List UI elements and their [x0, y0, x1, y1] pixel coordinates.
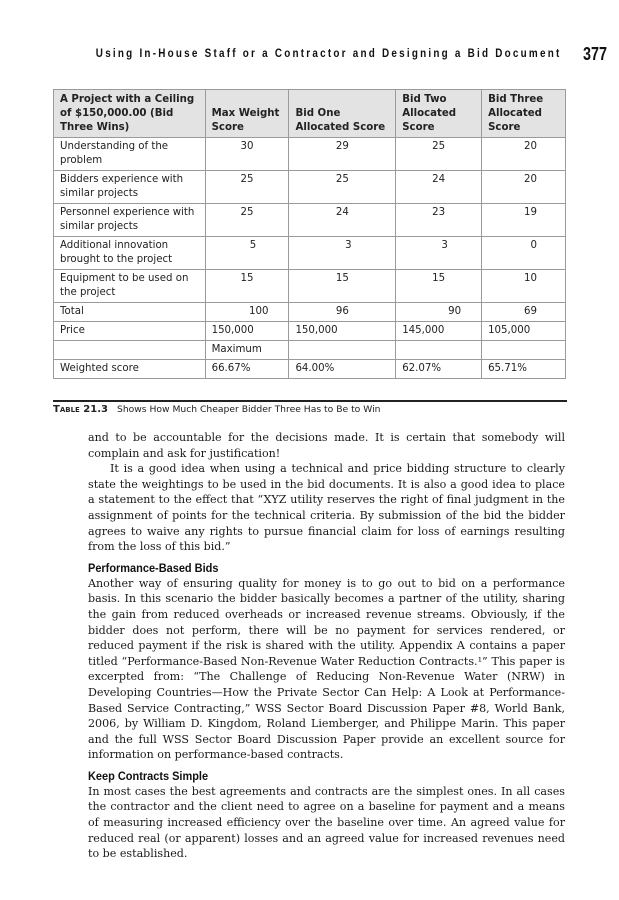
cell: 100 [205, 303, 289, 322]
table-caption [53, 404, 380, 415]
page-number: 377 [582, 44, 607, 64]
cell: 29 [289, 138, 396, 171]
column-header-max-weight: Max Weight Score [205, 90, 289, 138]
cell: 23 [396, 204, 482, 237]
row-label: Understanding of the problem [54, 138, 206, 171]
cell: 0 [482, 237, 566, 270]
cell: 3 [289, 237, 396, 270]
cell: 5 [205, 237, 289, 270]
cell: 62.07% [396, 360, 482, 379]
cell: Maximum [205, 341, 289, 360]
paragraph: In most cases the best agreements and contracts are the simplest ones. In all cases the contractor and the client need to agree on a baseline for payment and a means of measuring increased efficiency over the baseline over time. An agreed value for reduced real (or apparent) losses and an agreed value for increased revenues need to be established. [88, 784, 565, 861]
cell: 10 [482, 270, 566, 303]
table-row [54, 237, 566, 270]
cell: 69 [482, 303, 566, 322]
bid-score-table [53, 89, 566, 379]
row-label: Equipment to be used on the project [54, 270, 206, 303]
table-row [54, 138, 566, 171]
cell: 65.71% [482, 360, 566, 379]
cell [289, 341, 396, 360]
cell: 150,000 [205, 322, 289, 341]
column-header-bid-three: Bid Three Allocated Score [482, 90, 566, 138]
table-row-maximum [54, 341, 566, 360]
running-title: Using In-House Staff or a Contractor and Designing a Bid Document [95, 48, 561, 60]
cell: 96 [289, 303, 396, 322]
paragraph: Another way of ensuring quality for money is to go out to bid on a performance basis. In this scenario the bidder basically becomes a partner of the utility, sharing the gain from reduced overheads or increased revenue streams. Obviously, if the bidder does not perform, there will be no payment for services rendered, or reduced payment if the risk is shared with the utility. Appendix A contains a paper titled “Performance-Based Non-Revenue Water Reduction Contracts.¹” This paper is excerpted from: “The Challenge of Reducing Non-Revenue Water (NRW) in Developing Countries—How the Private Sector Can Help: A Look at Performance-Based Service Contracting,” WSS Sector Board Discussion Paper #8, World Bank, 2006, by William D. Kingdom, Roland Liemberger, and Philippe Marin. This paper and the full WSS Sector Board Discussion Paper provide an excellent source for information on performance-based contracts. [88, 576, 565, 762]
table-row [54, 171, 566, 204]
table-row-price [54, 322, 566, 341]
cell: 150,000 [289, 322, 396, 341]
cell: 3 [396, 237, 482, 270]
cell: 20 [482, 138, 566, 171]
table-row [54, 204, 566, 237]
cell: 15 [289, 270, 396, 303]
paragraph: and to be accountable for the decisions made. It is certain that somebody will complain and ask for justification! [88, 431, 565, 460]
cell: 24 [396, 171, 482, 204]
paragraph: It is a good idea when using a technical and price bidding structure to clearly state the weightings to be used in the bid documents. It is also a good idea to place a statement to the effect that “XYZ utility reserves the right of final judgment in the assignment of points for the technical criteria. By submission of the bid the bidder agrees to waive any rights to pursue financial claim for loss of earnings resulting from the loss of this bid.” [88, 462, 565, 554]
cell: 15 [396, 270, 482, 303]
table-row-weighted-score [54, 360, 566, 379]
row-label: Total [54, 303, 206, 322]
cell: 90 [396, 303, 482, 322]
column-header-bid-two: Bid Two Allocated Score [396, 90, 482, 138]
cell [482, 341, 566, 360]
row-label: Additional innovation brought to the project [54, 237, 206, 270]
table-caption-label: Table 21.3 [53, 404, 108, 415]
table-header-row [54, 90, 566, 138]
cell: 20 [482, 171, 566, 204]
cell [396, 341, 482, 360]
row-label: Price [54, 322, 206, 341]
cell: 19 [482, 204, 566, 237]
table-caption-text: Shows How Much Cheaper Bidder Three Has to Be to Win [116, 404, 381, 415]
cell: 25 [205, 204, 289, 237]
cell: 24 [289, 204, 396, 237]
row-label: Bidders experience with similar projects [54, 171, 206, 204]
body-text [88, 430, 565, 862]
table-row-total [54, 303, 566, 322]
cell: 25 [396, 138, 482, 171]
cell: 30 [205, 138, 289, 171]
table-row [54, 270, 566, 303]
section-heading-keep-contracts-simple: Keep Contracts Simple [88, 768, 209, 783]
section-heading-performance-based-bids: Performance-Based Bids [88, 560, 219, 575]
cell: 66.67% [205, 360, 289, 379]
column-header-bid-one: Bid One Allocated Score [289, 90, 396, 138]
column-header-project: A Project with a Ceiling of $150,000.00 (Bid Three Wins) [54, 90, 206, 138]
cell: 25 [289, 171, 396, 204]
row-label: Weighted score [54, 360, 206, 379]
cell: 15 [205, 270, 289, 303]
running-head [0, 44, 619, 68]
cell: 105,000 [482, 322, 566, 341]
caption-rule [53, 400, 567, 402]
cell: 25 [205, 171, 289, 204]
cell: 145,000 [396, 322, 482, 341]
cell: 64.00% [289, 360, 396, 379]
row-label [54, 341, 206, 360]
row-label: Personnel experience with similar projects [54, 204, 206, 237]
